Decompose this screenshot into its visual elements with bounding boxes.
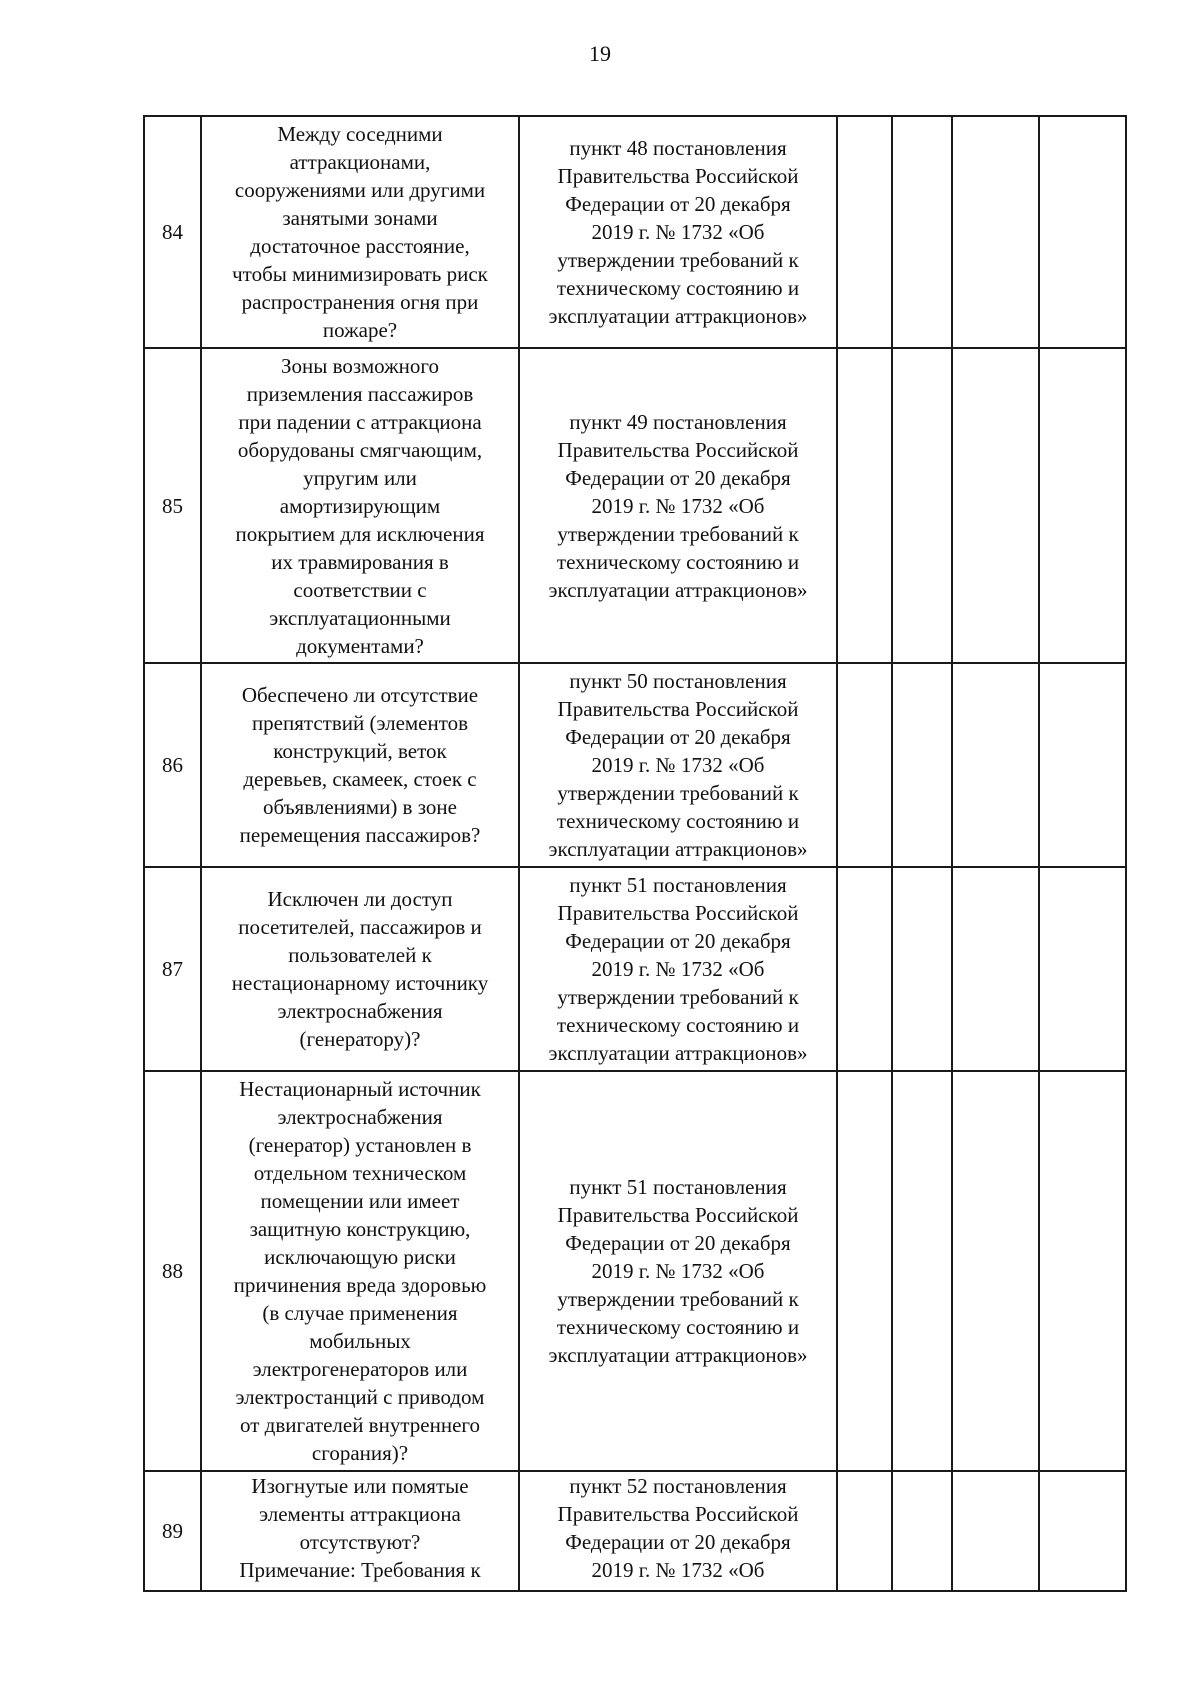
answer-cell-yes[interactable]: [837, 867, 892, 1071]
answer-cell-no[interactable]: [892, 116, 952, 348]
answer-cell-yes[interactable]: [837, 663, 892, 867]
legal-reference: пункт 50 постановления Правительства Российской Федерации от 20 декабря 2019 г. № 1732 «Об утверждении требований к техническому состоянию и эксплуатации аттракционов»: [548, 669, 808, 861]
row-number: 89: [144, 1471, 201, 1591]
answer-cell-not-applicable[interactable]: [952, 867, 1039, 1071]
requirement-question: Изогнутые или помятые элементы аттракциона отсутствуют? Примечание: Требования к: [239, 1474, 481, 1582]
notes-cell[interactable]: [1039, 867, 1126, 1071]
table-row: [144, 348, 1126, 663]
row-number: 88: [144, 1071, 201, 1471]
table-row: [144, 1071, 1126, 1471]
answer-cell-no[interactable]: [892, 1471, 952, 1591]
answer-cell-no[interactable]: [892, 348, 952, 663]
answer-cell-yes[interactable]: [837, 1071, 892, 1471]
answer-cell-not-applicable[interactable]: [952, 116, 1039, 348]
answer-cell-not-applicable[interactable]: [952, 348, 1039, 663]
row-number: 85: [144, 348, 201, 663]
answer-cell-not-applicable[interactable]: [952, 1471, 1039, 1591]
row-number: 86: [144, 663, 201, 867]
requirement-question: Зоны возможного приземления пассажиров при падении с аттракциона оборудованы смягчающим, упругим или амортизирующим покрытием для исключения их травмирования в соответствии с эксплуатационными документами?: [235, 353, 485, 658]
table-row: [144, 1471, 1126, 1591]
requirement-question: Между соседними аттракционами, сооружениями или другими занятыми зонами достаточное расстояние, чтобы минимизировать риск распространения огня при пожаре?: [232, 122, 488, 342]
table-row: [144, 663, 1126, 867]
requirement-question: Нестационарный источник электроснабжения (генератор) установлен в отдельном техническом помещении или имеет защитную конструкцию, исключающую риски причинения вреда здоровью (в случае применения мобильных электрогенераторов или электростанций с приводом от двигателей внутреннего сгорания)?: [233, 1077, 487, 1465]
legal-reference: пункт 51 постановления Правительства Российской Федерации от 20 декабря 2019 г. № 1732 «Об утверждении требований к техническому состоянию и эксплуатации аттракционов»: [548, 873, 808, 1065]
answer-cell-yes[interactable]: [837, 116, 892, 348]
row-number: 84: [144, 116, 201, 348]
requirement-question: Исключен ли доступ посетителей, пассажиров и пользователей к нестационарному источнику электроснабжения (генератору)?: [231, 887, 489, 1051]
answer-cell-no[interactable]: [892, 867, 952, 1071]
legal-reference: пункт 48 постановления Правительства Российской Федерации от 20 декабря 2019 г. № 1732 «Об утверждении требований к техническому состоянию и эксплуатации аттракционов»: [548, 136, 808, 328]
answer-cell-yes[interactable]: [837, 348, 892, 663]
answer-cell-not-applicable[interactable]: [952, 663, 1039, 867]
legal-reference: пункт 49 постановления Правительства Российской Федерации от 20 декабря 2019 г. № 1732 «Об утверждении требований к техническому состоянию и эксплуатации аттракционов»: [548, 409, 808, 602]
answer-cell-yes[interactable]: [837, 1471, 892, 1591]
legal-reference: пункт 51 постановления Правительства Российской Федерации от 20 декабря 2019 г. № 1732 «Об утверждении требований к техническому состоянию и эксплуатации аттракционов»: [548, 1175, 808, 1367]
notes-cell[interactable]: [1039, 348, 1126, 663]
notes-cell[interactable]: [1039, 116, 1126, 348]
table-row: [144, 867, 1126, 1071]
notes-cell[interactable]: [1039, 663, 1126, 867]
notes-cell[interactable]: [1039, 1071, 1126, 1471]
answer-cell-no[interactable]: [892, 663, 952, 867]
page-number: 19: [589, 41, 611, 66]
notes-cell[interactable]: [1039, 1471, 1126, 1591]
checklist-table: [143, 115, 1127, 1592]
legal-reference: пункт 52 постановления Правительства Российской Федерации от 20 декабря 2019 г. № 1732 «Об: [557, 1474, 799, 1582]
row-number: 87: [144, 867, 201, 1071]
requirement-question: Обеспечено ли отсутствие препятствий (элементов конструкций, веток деревьев, скамеек, стоек с объявлениями) в зоне перемещения пассажиров?: [239, 683, 481, 847]
answer-cell-not-applicable[interactable]: [952, 1071, 1039, 1471]
table-row: [144, 116, 1126, 348]
answer-cell-no[interactable]: [892, 1071, 952, 1471]
